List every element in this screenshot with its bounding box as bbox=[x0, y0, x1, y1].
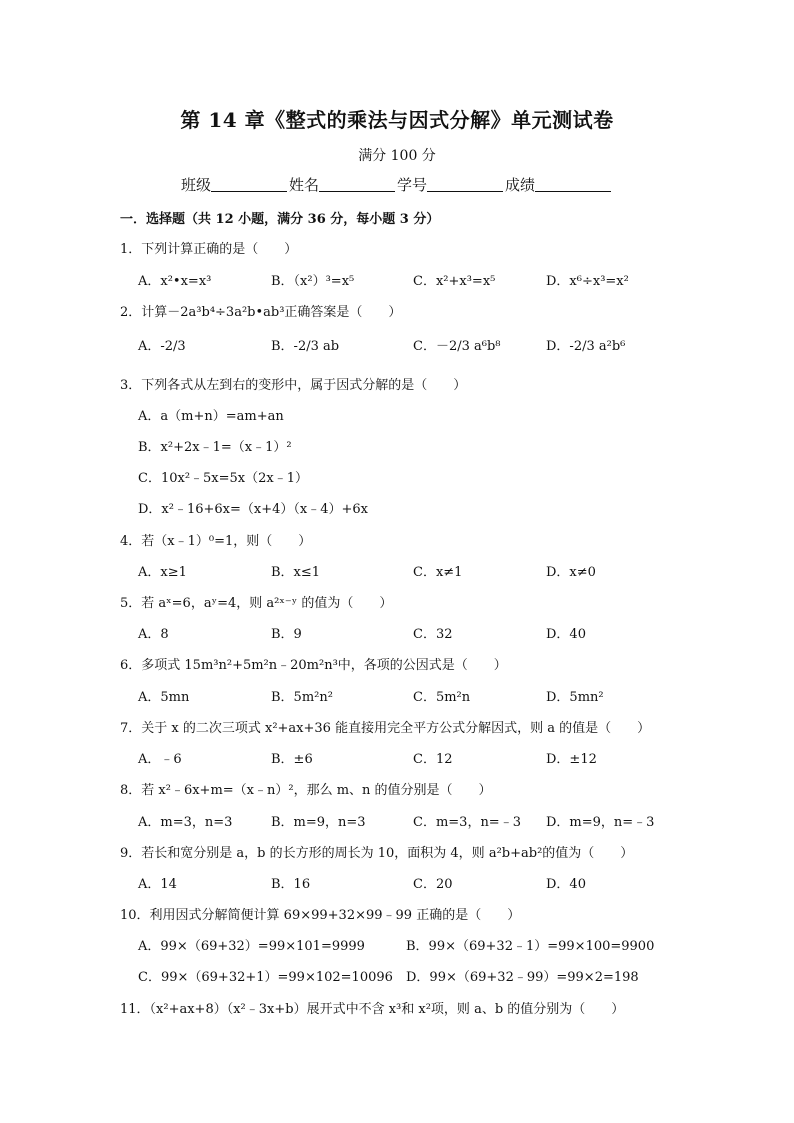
question-5-option-c: C．32 bbox=[413, 627, 453, 642]
question-7-stem: 7．关于 x 的二次三项式 x²+ax+36 能直接用完全平方公式分解因式，则 a 的值是（ ） bbox=[120, 721, 651, 736]
score-label: 成绩 bbox=[505, 176, 536, 194]
question-6-option-d: D．5mn² bbox=[546, 690, 604, 705]
question-1-option-a: A．x²•x=x³ bbox=[138, 274, 212, 289]
question-2-stem: 2．计算－2a³b⁴÷3a²b•ab³正确答案是（ ） bbox=[120, 305, 402, 320]
question-6-option-b: B．5m²n² bbox=[271, 690, 333, 705]
question-5-option-a: A．8 bbox=[138, 627, 169, 642]
class-label: 班级 bbox=[180, 176, 211, 194]
name-blank[interactable] bbox=[319, 177, 395, 192]
question-7-option-d: D．±12 bbox=[546, 752, 597, 767]
full-score: 满分 100 分 bbox=[358, 148, 436, 164]
question-5-option-b: B．9 bbox=[271, 627, 302, 642]
section-heading: 一．选择题（共 12 小题，满分 36 分，每小题 3 分） bbox=[120, 212, 440, 227]
question-2-option-b: B．-2/3 ab bbox=[271, 339, 340, 354]
question-9-option-c: C．20 bbox=[413, 877, 453, 892]
question-8-option-c: C．m=3，n=﹣3 bbox=[413, 815, 521, 830]
question-9-option-d: D．40 bbox=[546, 877, 586, 892]
question-10-option-c: C．99×（69+32+1）=99×102=10096 bbox=[138, 970, 393, 985]
question-3-option-d: D．x²﹣16+6x=（x+4）（x﹣4）+6x bbox=[138, 502, 368, 517]
question-11-stem: 11．（x²+ax+8）（x²﹣3x+b）展开式中不含 x³和 x²项，则 a、b 的值分别为（ ） bbox=[120, 1002, 625, 1017]
question-6-stem: 6．多项式 15m³n²+5m²n﹣20m²n³中，各项的公因式是（ ） bbox=[120, 658, 507, 673]
question-4-option-b: B．x≤1 bbox=[271, 565, 321, 580]
question-1-option-b: B．（x²）³=x⁵ bbox=[271, 274, 355, 289]
student-info-row bbox=[0, 174, 794, 195]
question-4-option-d: D．x≠0 bbox=[546, 565, 596, 580]
question-5-option-d: D．40 bbox=[546, 627, 586, 642]
question-10-stem: 10．利用因式分解简便计算 69×99+32×99﹣99 正确的是（ ） bbox=[120, 908, 521, 923]
question-10-option-a: A．99×（69+32）=99×101=9999 bbox=[138, 939, 365, 954]
question-4-stem: 4．若（x﹣1）⁰=1，则（ ） bbox=[120, 534, 312, 549]
question-2-option-a: A．-2/3 bbox=[138, 339, 186, 354]
question-7-option-c: C．12 bbox=[413, 752, 453, 767]
question-8-option-d: D．m=9，n=﹣3 bbox=[546, 815, 655, 830]
question-10-option-b: B．99×（69+32﹣1）=99×100=9900 bbox=[406, 939, 655, 954]
question-4-option-a: A．x≥1 bbox=[138, 565, 187, 580]
question-9-option-b: B．16 bbox=[271, 877, 311, 892]
question-8-option-a: A．m=3，n=3 bbox=[138, 815, 233, 830]
question-3-option-b: B．x²+2x﹣1=（x﹣1）² bbox=[138, 440, 292, 455]
question-7-option-a: A．﹣6 bbox=[138, 752, 182, 767]
question-3-stem: 3．下列各式从左到右的变形中，属于因式分解的是（ ） bbox=[120, 378, 467, 393]
question-8-option-b: B．m=9，n=3 bbox=[271, 815, 366, 830]
question-3-option-a: A．a（m+n）=am+an bbox=[138, 409, 284, 424]
question-5-stem: 5．若 aˣ=6，aʸ=4，则 a²ˣ⁻ʸ 的值为（ ） bbox=[120, 596, 393, 611]
question-9-stem: 9．若长和宽分别是 a，b 的长方形的周长为 10，面积为 4，则 a²b+ab²的值为（ ） bbox=[120, 846, 634, 861]
question-9-option-a: A．14 bbox=[138, 877, 177, 892]
question-10-option-d: D．99×（69+32﹣99）=99×2=198 bbox=[406, 970, 639, 985]
question-6-option-a: A．5mn bbox=[138, 690, 190, 705]
score-blank[interactable] bbox=[535, 177, 611, 192]
id-label: 学号 bbox=[397, 176, 428, 194]
question-1-option-d: D．x⁶÷x³=x² bbox=[546, 274, 629, 289]
question-7-option-b: B．±6 bbox=[271, 752, 313, 767]
id-blank[interactable] bbox=[427, 177, 503, 192]
name-label: 姓名 bbox=[288, 176, 319, 194]
question-8-stem: 8．若 x²﹣6x+m=（x﹣n）²，那么 m、n 的值分别是（ ） bbox=[120, 783, 492, 798]
question-4-option-c: C．x≠1 bbox=[413, 565, 463, 580]
question-6-option-c: C．5m²n bbox=[413, 690, 471, 705]
question-1-option-c: C．x²+x³=x⁵ bbox=[413, 274, 496, 289]
question-1-stem: 1．下列计算正确的是（ ） bbox=[120, 242, 298, 257]
page-title: 第 14 章《整式的乘法与因式分解》单元测试卷 bbox=[180, 108, 614, 132]
class-blank[interactable] bbox=[211, 177, 287, 192]
question-2-option-d: D．-2/3 a²b⁶ bbox=[546, 339, 626, 354]
question-2-option-c: C．－2/3 a⁶b⁸ bbox=[413, 339, 501, 354]
question-3-option-c: C．10x²﹣5x=5x（2x﹣1） bbox=[138, 471, 309, 486]
